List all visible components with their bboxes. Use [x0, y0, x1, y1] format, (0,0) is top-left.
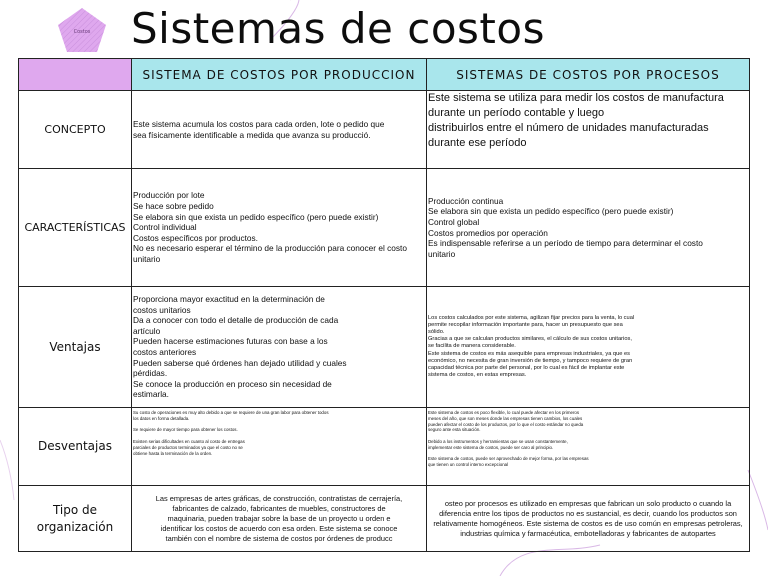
table-row	[19, 408, 750, 486]
header-produccion: SISTEMA DE COSTOS POR PRODUCCION	[132, 59, 427, 91]
table-row	[19, 169, 750, 287]
logo-text: Costos	[73, 29, 91, 35]
cell-procesos-tipo: osteo por procesos es utilizado en empresas que fabrican un solo producto o cuando la diferencia entre los tipos de productos no es sustancial, es decir, cuando los productos son relativamente homogéneos. Este sistema de costos es de uso común en empresas petroleras, industrias química y farmacéutica, embotelladoras y fabricantes de autopartes	[427, 486, 750, 552]
table-row	[19, 91, 750, 169]
cell-produccion-concepto: Este sistema acumula los costos para cada orden, lote o pedido que sea físicamente identificable a medida que avanza su producció.	[132, 91, 427, 169]
pentagon-logo-icon	[56, 6, 108, 54]
table-row	[19, 287, 750, 408]
cell-produccion-ventajas: Proporciona mayor exactitud en la determinación de costos unitarios Da a conocer con todo el detalle de producción de cada artículo Pueden hacerse estimaciones futuras con base a los costos anteriores Pueden saberse qué órdenes han dejado utilidad y cuales pérdidas. Se conoce la producción en proceso sin necesidad de estimarla.	[132, 287, 427, 408]
row-label-ventajas: Ventajas	[19, 287, 132, 408]
cell-procesos-caracteristicas: Producción continua Se elabora sin que exista un pedido específico (pero puede existir) Control global Costos promedios por operación Es indispensable referirse a un período de tiempo para determinar el costo unitario	[427, 169, 750, 287]
comparison-table	[18, 58, 750, 552]
row-label-tipo-organizacion: Tipo de organización	[19, 486, 132, 552]
table-header-row	[19, 59, 750, 91]
table-row	[19, 486, 750, 552]
header-procesos: SISTEMAS DE COSTOS POR PROCESOS	[427, 59, 750, 91]
row-label-concepto: CONCEPTO	[19, 91, 132, 169]
cell-produccion-caracteristicas: Producción por lote Se hace sobre pedido Se elabora sin que exista un pedido específico (pero puede existir) Control individual Costos específicos por productos. No es necesario esperar el término de la producción para conocer el costo unitario	[132, 169, 427, 287]
row-label-desventajas: Desventajas	[19, 408, 132, 486]
cell-procesos-desventajas: Este sistema de costos es poco flexible, lo cual puede afectar en los primeros meses del año, que son meses donde las empresas tienen cambios, los cuales pueden afectar el costo de los productos, por lo que el costo estándar no queda seguro ante esta situación. Debido a los instrumentos y herramientas que se usan constantemente, implementar este sistema de costos, puede ser caro al principio. Este sistema de costos, puede ser aprovechado de mejor forma, por las empresas que tienen un control interno excepcional	[427, 408, 750, 486]
header-empty-cell	[19, 59, 132, 91]
cell-produccion-desventajas: Su costo de operaciones es muy alto debido a que se requiere de una gran labor para obtener todos los datos en forma detallada. Se requiere de mayor tiempo para obtener los costos. Existen serias dificultades en cuanto al costo de entregas parciales de productos terminados ya que el costo no se obtiene hasta la terminación de la orden.	[132, 408, 427, 486]
cell-procesos-ventajas: Los costos calculados por este sistema, agilizan fijar precios para la venta, lo cual permite recopilar información importante para, hacer un presupuesto que sea sólido. Gracias a que se calculan productos similares, el cálculo de sus costos unitarios, se facilita de manera considerable. Este sistema de costos es más asequible para empresas industriales, ya que es económico, no necesita de gran inversión de tiempo, y tampoco requiere de gran capacidad técnica por parte del personal, por lo cual es fácil de implantar este sistema de costos, en estas empresas.	[427, 287, 750, 408]
row-label-caracteristicas: CARACTERÍSTICAS	[19, 169, 132, 287]
cell-produccion-tipo: Las empresas de artes gráficas, de construcción, contratistas de cerrajería, fabricantes de calzado, fabricantes de muebles, constructores de maquinaria, pueden trabajar sobre la base de un proyecto u orden e identificar los costos de acuerdo con esa orden. Este sistema se conoce también con el nombre de sistema de costos por órdenes de producc	[132, 486, 427, 552]
cell-procesos-concepto: Este sistema se utiliza para medir los costos de manufactura durante un período contable y luego distribuirlos entre el número de unidades manufacturadas durante ese período	[427, 91, 750, 169]
page-title: Sistemas de costos	[131, 4, 545, 53]
